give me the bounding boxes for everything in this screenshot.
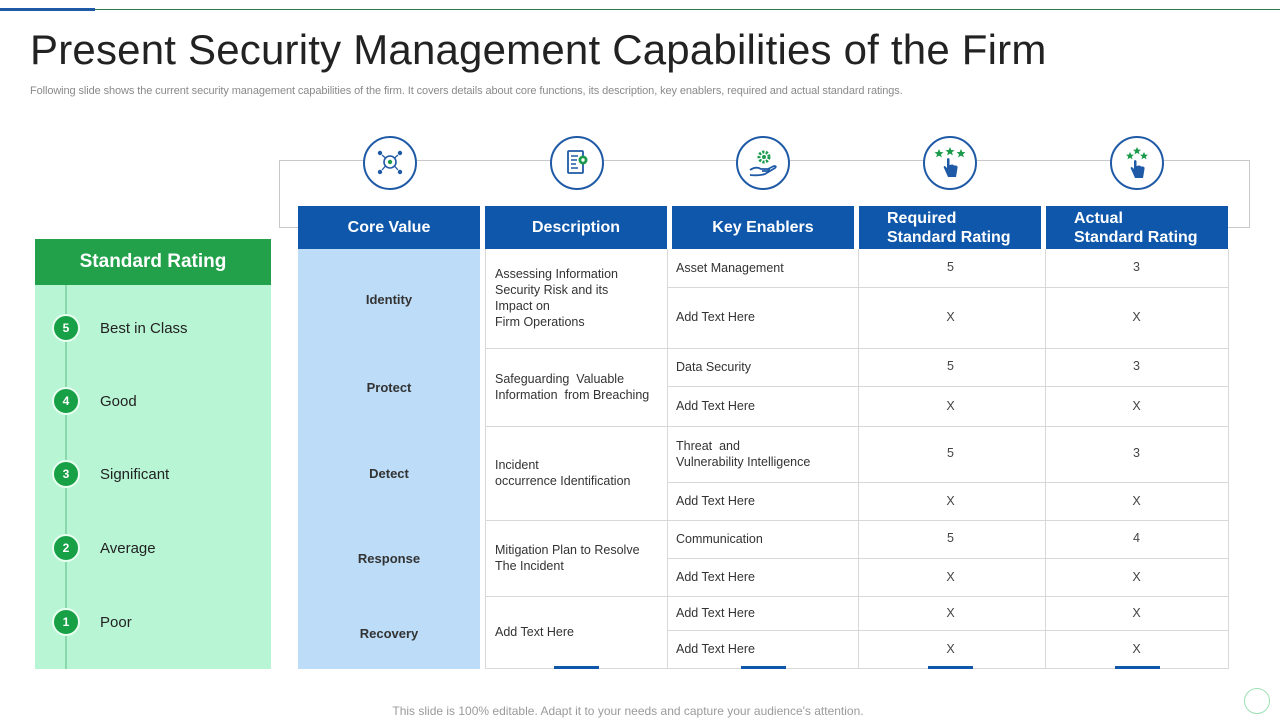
top-accent-bar — [0, 8, 95, 11]
description-response — [495, 542, 640, 574]
rating-number-badge: 3 — [52, 460, 80, 488]
rating-item-4 — [52, 387, 137, 415]
target-network-icon — [363, 136, 417, 190]
header-actual-line2: Standard Rating — [1074, 228, 1198, 246]
required-rating-cell: 5 — [947, 446, 954, 460]
actual-rating-cell: 3 — [1133, 260, 1140, 274]
grid-hline — [485, 596, 1228, 597]
enabler-line: Threat and — [676, 439, 740, 453]
actual-rating-cell: X — [1132, 570, 1141, 584]
page-subtitle: Following slide shows the current security management capabilities of the firm. It covers details about core functions, its description, key enablers, required and actual standard ratings. — [30, 85, 903, 97]
actual-rating-cell: X — [1132, 310, 1141, 324]
rating-label: Average — [100, 539, 156, 557]
core-value-column — [298, 249, 480, 669]
required-rating-cell: 5 — [947, 260, 954, 274]
header-actual-line1: Actual — [1074, 209, 1123, 227]
page-title: Present Security Management Capabilities of the Firm — [30, 26, 1047, 73]
rating-item-1 — [52, 608, 132, 636]
description-detect — [495, 457, 631, 489]
icon-connector-left — [279, 160, 280, 228]
description-line: Mitigation Plan to Resolve — [495, 543, 640, 557]
rating-number-badge: 5 — [52, 314, 80, 342]
grid-vline — [1228, 249, 1229, 669]
description-line: Assessing Information — [495, 267, 618, 281]
grid-hline — [667, 558, 1228, 559]
icon-connector-left-foot — [279, 227, 299, 228]
top-divider — [0, 9, 1280, 10]
hand-stars-icon — [1110, 136, 1164, 190]
rating-label: Best in Class — [100, 319, 188, 337]
header-description: Description — [485, 206, 667, 249]
description-line: Add Text Here — [495, 625, 574, 639]
grid-vline — [667, 249, 668, 669]
icon-connector-right-foot — [1228, 227, 1250, 228]
corner-circle-decoration — [1244, 688, 1270, 714]
core-value-response: Response — [357, 551, 421, 566]
required-rating-cell: X — [946, 642, 955, 656]
actual-rating-cell: X — [1132, 399, 1141, 413]
rating-label: Good — [100, 392, 137, 410]
description-line: Information from Breaching — [495, 388, 650, 402]
rating-label: Poor — [100, 613, 132, 631]
core-value-detect: Detect — [369, 466, 409, 481]
grid-hline — [667, 287, 1228, 288]
standard-rating-heading: Standard Rating — [35, 239, 271, 285]
required-rating-cell: X — [946, 399, 955, 413]
rating-number-badge: 2 — [52, 534, 80, 562]
actual-rating-cell: X — [1132, 606, 1141, 620]
description-line: Security Risk and its — [495, 283, 609, 297]
enabler-line: Vulnerability Intelligence — [676, 455, 811, 469]
hand-gear-icon — [736, 136, 790, 190]
enabler-cell: Add Text Here — [676, 570, 755, 584]
standard-rating-panel — [35, 239, 271, 669]
actual-rating-cell: X — [1132, 494, 1141, 508]
header-required-rating — [859, 206, 1041, 249]
header-key-enablers: Key Enablers — [672, 206, 854, 249]
enabler-cell: Add Text Here — [676, 494, 755, 508]
actual-rating-cell: X — [1132, 642, 1141, 656]
description-protect — [495, 371, 649, 403]
description-line: Firm Operations — [495, 315, 585, 329]
enabler-cell: Add Text Here — [676, 606, 755, 620]
description-identity — [495, 266, 618, 330]
required-rating-cell: X — [946, 606, 955, 620]
rating-item-3 — [52, 460, 169, 488]
icon-connector-right — [1249, 160, 1250, 228]
grid-hline — [667, 386, 1228, 387]
grid-vline — [485, 249, 486, 669]
required-rating-cell: X — [946, 310, 955, 324]
rating-item-5 — [52, 314, 188, 342]
rating-label: Significant — [100, 465, 170, 483]
grid-hline — [485, 426, 1228, 427]
description-line: Impact on — [495, 299, 550, 313]
header-required-line1: Required — [887, 209, 957, 227]
description-recovery — [495, 624, 574, 640]
grid-hline — [485, 520, 1228, 521]
actual-rating-cell: 4 — [1133, 531, 1140, 545]
header-actual-rating — [1046, 206, 1228, 249]
required-rating-cell: X — [946, 570, 955, 584]
rating-item-2 — [52, 534, 156, 562]
required-rating-cell: 5 — [947, 531, 954, 545]
actual-rating-cell: 3 — [1133, 446, 1140, 460]
hand-stars-icon — [923, 136, 977, 190]
core-value-recovery: Recovery — [359, 626, 419, 641]
enabler-cell: Add Text Here — [676, 310, 755, 324]
grid-hline — [485, 348, 1228, 349]
column-accent-tick — [741, 666, 786, 669]
enabler-cell: Asset Management — [676, 261, 784, 275]
column-accent-tick — [554, 666, 599, 669]
rating-number-badge: 1 — [52, 608, 80, 636]
description-line: occurrence Identification — [495, 474, 631, 488]
core-value-identity: Identity — [365, 292, 413, 307]
core-value-protect: Protect — [366, 380, 412, 395]
header-core-value: Core Value — [298, 206, 480, 249]
rating-number-badge: 4 — [52, 387, 80, 415]
description-line: Safeguarding Valuable — [495, 372, 625, 386]
enabler-cell — [676, 438, 810, 470]
description-line: Incident — [495, 458, 539, 472]
document-gear-icon — [550, 136, 604, 190]
column-accent-tick — [928, 666, 973, 669]
column-accent-tick — [1115, 666, 1160, 669]
footer-note: This slide is 100% editable. Adapt it to your needs and capture your audience's attention. — [392, 704, 864, 718]
enabler-cell: Add Text Here — [676, 642, 755, 656]
actual-rating-cell: 3 — [1133, 359, 1140, 373]
enabler-cell: Data Security — [676, 360, 752, 374]
enabler-cell: Add Text Here — [676, 399, 755, 413]
required-rating-cell: X — [946, 494, 955, 508]
description-line: The Incident — [495, 559, 564, 573]
grid-hline — [667, 482, 1228, 483]
grid-hline — [667, 630, 1228, 631]
enabler-cell: Communication — [676, 532, 763, 546]
required-rating-cell: 5 — [947, 359, 954, 373]
header-required-line2: Standard Rating — [887, 228, 1011, 246]
